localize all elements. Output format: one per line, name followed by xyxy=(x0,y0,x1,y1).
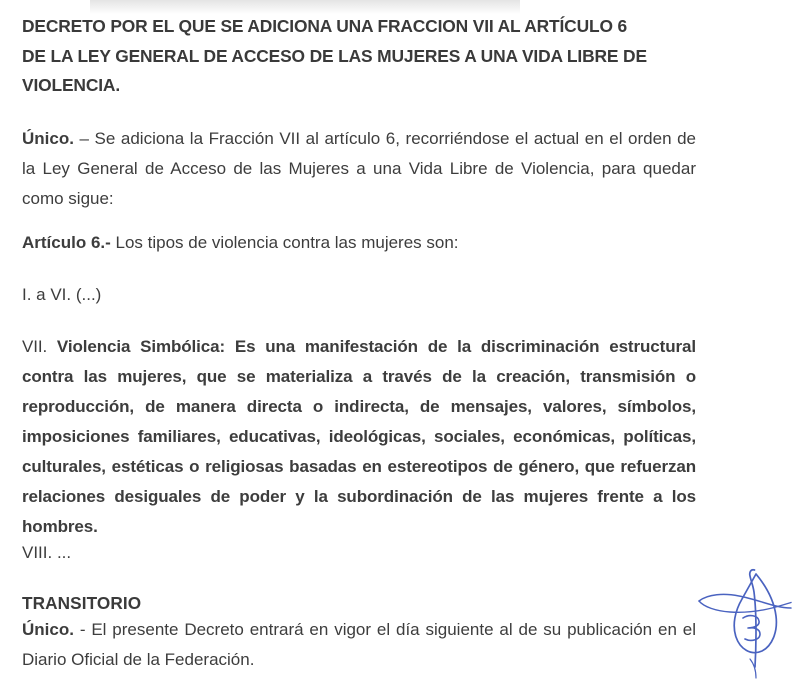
title-line-2: DE LA LEY GENERAL DE ACCESO DE LAS MUJERES A UNA VIDA LIBRE DE xyxy=(22,45,647,66)
fraction-vii-text: Violencia Simbólica: Es una manifestación de la discriminación estructural contra las mujeres, que se materializa a través de la creación, transmisión o reproducción, de manera directa o indirecta, de mensajes, valores, símbolos, imposiciones familiares, educativas, ideológicas, sociales, económicas, políticas, culturales, estéticas o religiosas basadas en estereotipos de género, que refuerzan relaciones desiguales de poder y la subordinación de las mujeres frente a los hombres. xyxy=(22,337,696,536)
transitorio-lead: Único. xyxy=(22,620,74,639)
unico-clause-lead: Único. xyxy=(22,129,74,148)
fractions-omitted: I. a VI. (...) xyxy=(22,285,102,304)
articulo-paragraph xyxy=(22,228,696,258)
fraction-vii-numeral: VII. xyxy=(22,337,48,356)
title-line-1: DECRETO POR EL QUE SE ADICIONA UNA FRACCION VII AL ARTÍCULO 6 xyxy=(22,16,628,36)
document-page xyxy=(22,0,696,695)
handwritten-signature xyxy=(694,566,800,695)
transitorio-heading: TRANSITORIO xyxy=(22,593,142,613)
transitorio-paragraph xyxy=(22,615,696,675)
fraction-vii-paragraph xyxy=(22,332,696,542)
articulo-lead: Artículo 6.- xyxy=(22,233,111,252)
document-title xyxy=(22,12,696,101)
articulo-text: Los tipos de violencia contra las mujeres son: xyxy=(110,233,459,252)
fraction-viii: VIII. ... xyxy=(22,543,72,562)
title-line-3: VIOLENCIA. xyxy=(22,75,121,95)
unico-clause-paragraph xyxy=(22,124,696,214)
transitorio-text: - El presente Decreto entrará en vigor el día siguiente al de su publicación en el Diario Oficial de la Federación. xyxy=(22,620,696,669)
unico-clause-text: – Se adiciona la Fracción VII al artículo 6, recorriéndose el actual en el orden de la Ley General de Acceso de las Mujeres a una Vida Libre de Violencia, para quedar como sigue: xyxy=(22,129,696,208)
